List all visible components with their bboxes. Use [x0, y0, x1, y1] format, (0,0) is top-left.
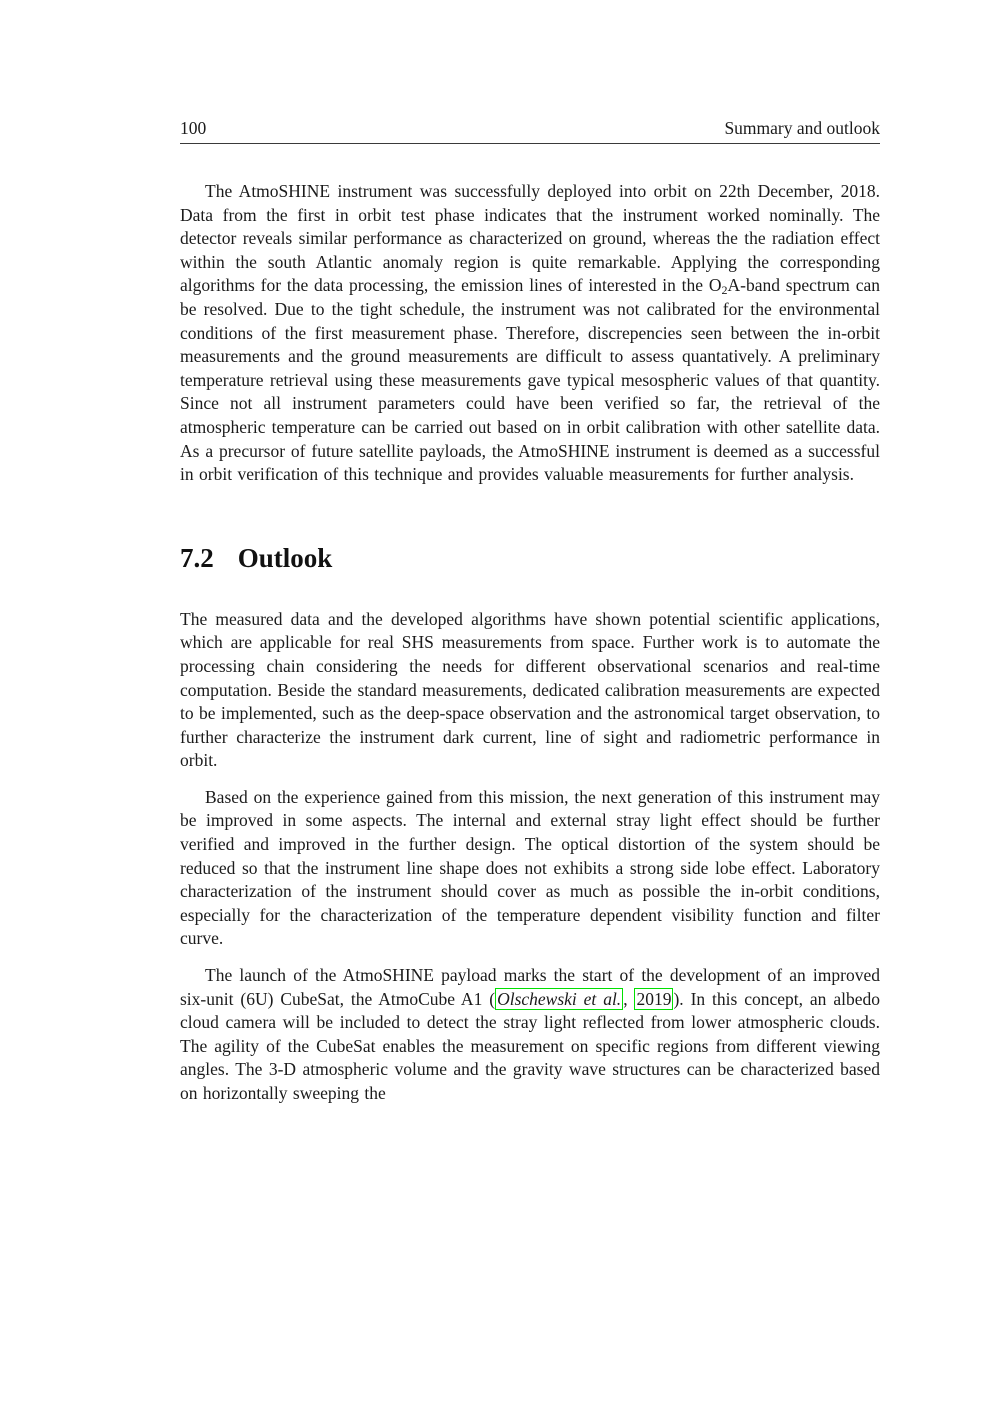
paragraph-summary-text-2: A-band spectrum can be resolved. Due to the tight schedule, the instrument was not calibrated for the environmental conditions of the first measurement phase. Therefore, discrepencies seen between the in-orbit measurements and the ground measurements are difficult to assess quantatively. A preliminary temperature retrieval using these measurements gave typical mesospheric values of that quantity. Since not all instrument parameters could have been verified so far, the retrieval of the atmospheric temperature can be carried out based on in orbit calibration with other satellite data. As a precursor of future satellite payloads, the AtmoSHINE instrument is deemed as a successful in orbit verification of this technique and provides valuable measurements for further analysis. — [180, 275, 880, 485]
body-text — [180, 180, 880, 1106]
section-number: 7.2 — [180, 542, 214, 573]
page-content — [180, 118, 880, 1119]
o2-subscript: 2 — [721, 283, 728, 298]
paragraph-cubesat-text-1: The launch of the AtmoSHINE payload marks the start of the development of an improved six-unit (6U) CubeSat, the AtmoCube A1 ( — [180, 965, 880, 1009]
citation-year-link[interactable]: 2019 — [636, 988, 672, 1009]
paragraph-outlook-intro: The measured data and the developed algorithms have shown potential scientific applications, which are applicable for real SHS measurements from space. Further work is to automate the processing chain considering the needs for different observational scenarios and real-time computation. Beside the standard measurements, dedicated calibration measurements are expected to be implemented, such as the deep-space observation and the astronomical target observation, to further characterize the instrument dark current, line of sight and radiometric performance in orbit. — [180, 608, 880, 771]
running-title: Summary and outlook — [724, 118, 880, 138]
paragraph-cubesat-text-2: ). In this concept, an albedo cloud camera will be included to detect the stray light reflected from lower atmospheric clouds. The agility of the CubeSat enables the measurement on specific regions from different viewing angles. The 3-D atmospheric volume and the gravity wave structures can be characterized based on horizontally sweeping the — [180, 988, 880, 1103]
page-number: 100 — [180, 118, 207, 138]
paragraph-summary — [180, 180, 880, 487]
section-title: Outlook — [237, 542, 333, 573]
paragraph-cubesat-launch — [180, 964, 880, 1106]
paragraph-summary-text-1: The AtmoSHINE instrument was successfully deployed into orbit on 22th December, 2018. Data from the first in orbit test phase indicates that the instrument worked nominally. The detector reveals similar performance as characterized on ground, whereas the the radiation effect within the south Atlantic anomaly region is quite remarkable. Applying the corresponding algorithms for the data processing, the emission lines of interested in the O — [180, 181, 880, 296]
section-heading — [180, 543, 880, 574]
paragraph-next-generation: Based on the experience gained from this mission, the next generation of this instrument may be improved in some aspects. The internal and external stray light effect should be further verified and improved in the further design. The optical distortion of the system should be reduced so that the instrument line shape does not exhibits a strong side lobe effect. Laboratory characterization of the instrument should cover as much as possible the in-orbit conditions, especially for the characterization of the temperature dependent visibility function and filter curve. — [180, 786, 880, 949]
citation-author-link[interactable]: Olschewski et al. — [497, 988, 622, 1009]
page-header — [180, 118, 880, 144]
citation-separator: , — [623, 988, 635, 1009]
